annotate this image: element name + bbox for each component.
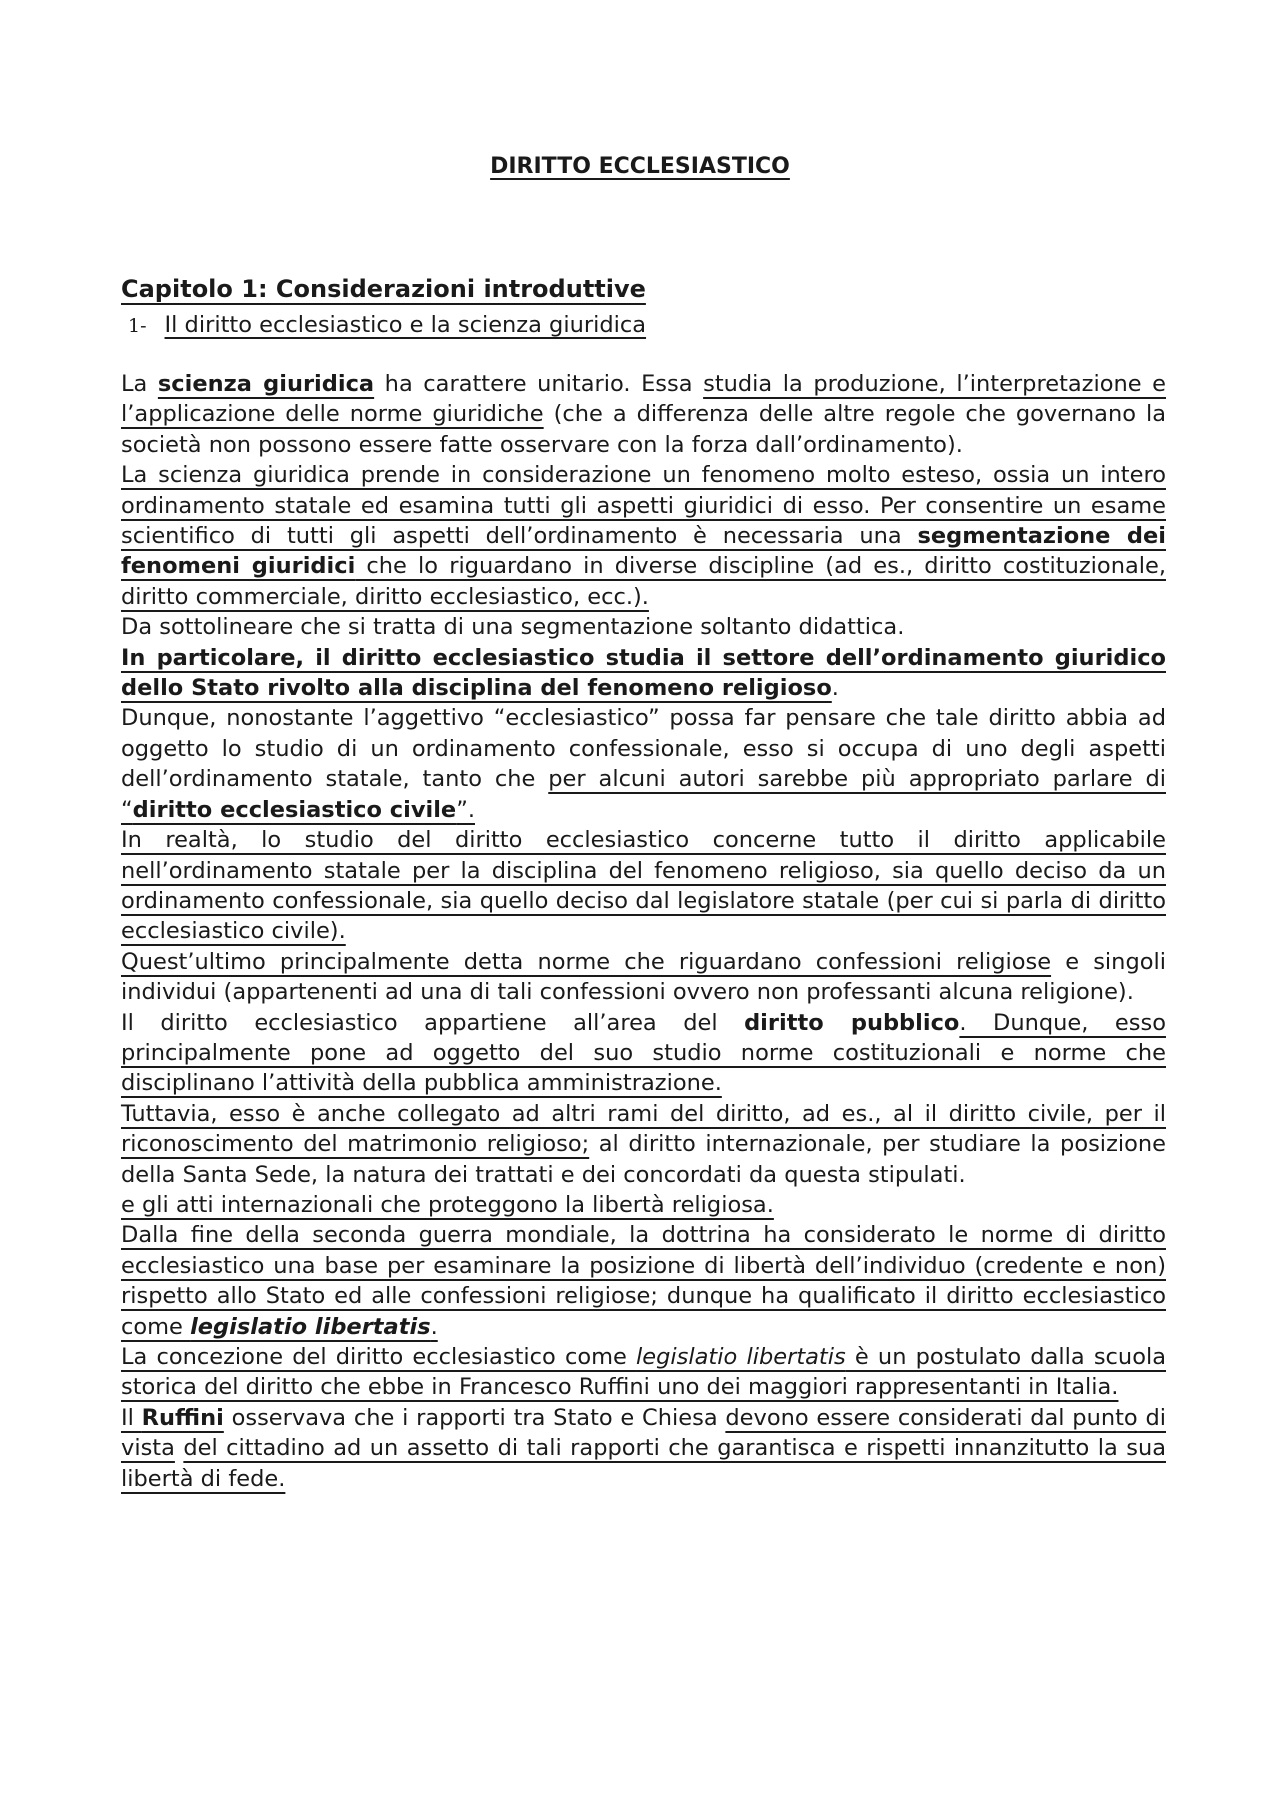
p2-text-2: che lo riguardano in diverse discipline (ad es., diritto costituzionale, diritto commerciale, diritto ecclesiastico, ecc.). — [121, 553, 1166, 610]
section-heading — [128, 308, 646, 343]
paragraph-7 — [121, 947, 1166, 1008]
p5-underlined-text-2: ”. — [456, 796, 475, 823]
p2-bold: segmentazione dei fenomeni giuridici — [121, 523, 1166, 580]
p9-text: al diritto internazionale, per studiare la posizione della Santa Sede, la natura dei trattati e dei concordati da questa stipulati. — [121, 1131, 1166, 1188]
p1-underlined: studia la produzione, l’interpretazione e l’applicazione delle norme giuridiche — [121, 371, 1167, 428]
p5-text: Dunque, nonostante l’aggettivo “ecclesiastico” possa far pensare che tale diritto abbia ad oggetto lo studio di un ordinamento confessionale, esso si occupa di uno degli aspetti dell’ordinamento statale, tanto che — [121, 705, 1166, 793]
p4-text: . — [831, 675, 839, 702]
paragraph-12 — [121, 1342, 1166, 1403]
p5-underlined-text: per alcuni autori sarebbe più appropriato parlare di “ — [121, 766, 1166, 823]
paragraph-2 — [121, 460, 1166, 612]
p2-text: La scienza giuridica prende in considerazione un fenomeno molto esteso, ossia un intero ordinamento statale ed esamina tutti gli aspetti giuridici di esso. Per consentire un esame scientifico di tutti gli aspetti dell’ordinamento è necessaria una — [121, 462, 1166, 550]
p1-text-3: (che a differenza delle altre regole che governano la società non possono essere fatte osservare con la forza dall’ordinamento). — [121, 401, 1166, 458]
p8-bold: diritto pubblico — [744, 1009, 960, 1036]
p12-text: La concezione del diritto ecclesiastico come — [121, 1344, 637, 1370]
p11-text-2: . — [430, 1313, 438, 1340]
paragraph-11 — [121, 1220, 1166, 1342]
paragraph-8 — [121, 1008, 1166, 1099]
p12-text-2: è un postulato dalla scuola storica del diritto che ebbe in Francesco Ruffini uno dei maggiori rappresentanti in Italia. — [121, 1344, 1166, 1401]
p13-underlined-2: devono essere considerati dal punto di vista — [121, 1404, 1166, 1462]
paragraph-5 — [121, 703, 1166, 825]
paragraph-6: In realtà, lo studio del diritto ecclesiastico concerne tutto il diritto applicabile nell’ordinamento statale per la disciplina del fenomeno religioso, sia quello deciso da un ordinamento confessionale, sia quello deciso dal legislatore statale (per cui si parla di diritto ecclesiastico civile). — [121, 827, 1166, 945]
paragraph-1 — [121, 369, 1166, 460]
p5-bold: diritto ecclesiastico civile — [132, 796, 457, 823]
p11-bold-italic: legislatio libertatis — [190, 1313, 431, 1340]
document-title-text: DIRITTO ECCLESIASTICO — [490, 154, 790, 179]
paragraph-4 — [121, 643, 1166, 704]
paragraph-3: Da sottolineare che si tratta di una segmentazione soltanto didattica. — [121, 614, 905, 641]
p1-bold: scienza giuridica — [157, 371, 375, 397]
p8-underlined: . Dunque, esso principalmente pone ad oggetto del suo studio norme costituzionali e norme che disciplinano l’attività della pubblica amministrazione. — [121, 1009, 1166, 1097]
p13-underlined: Il — [121, 1404, 142, 1431]
p11-text: Dalla fine della seconda guerra mondiale, la dottrina ha considerato le norme di diritto ecclesiastico una base per esaminare la posizione di libertà dell’individuo (credente e non) rispetto allo Stato ed alle confessioni religiose; dunque ha qualificato il diritto ecclesiastico come — [121, 1222, 1166, 1340]
document-title — [0, 150, 1280, 184]
chapter-heading: Capitolo 1: Considerazioni introduttive — [121, 275, 646, 303]
p1-text-2: ha carattere unitario. Essa — [374, 371, 704, 397]
p8-text: Il diritto ecclesiastico appartiene all’area del — [121, 1009, 745, 1036]
section-title: Il diritto ecclesiastico e la scienza giuridica — [164, 312, 647, 338]
p13-bold: Ruffini — [141, 1404, 224, 1431]
section-number: 1- — [128, 315, 147, 337]
paragraph-13 — [121, 1403, 1166, 1494]
body-text — [121, 369, 1166, 1494]
paragraph-10: e gli atti internazionali che proteggono la libertà religiosa. — [121, 1191, 774, 1218]
p1-text: La — [121, 371, 158, 397]
p7-underlined: Quest’ultimo principalmente detta norme che riguardano confessioni religiose — [121, 948, 1052, 975]
p12-italic: legislatio libertatis — [636, 1344, 846, 1370]
p13-text: osservava che i rapporti tra Stato e Chiesa — [223, 1404, 726, 1431]
p4-bold-underlined: In particolare, il diritto ecclesiastico studia il settore dell’ordinamento giuridico dello Stato rivolto alla disciplina del fenomeno religioso — [121, 644, 1166, 702]
p9-underlined: Tuttavia, esso è anche collegato ad altri rami del diritto, ad es., al il diritto civile, per il riconoscimento del matrimonio religioso; — [121, 1100, 1166, 1158]
p13-underlined-3: del cittadino ad un assetto di tali rapporti che garantisca e rispetti innanzitutto la sua libertà di fede. — [121, 1435, 1166, 1492]
paragraph-9 — [121, 1099, 1166, 1190]
p7-text: e singoli individui (appartenenti ad una di tali confessioni ovvero non professanti alcuna religione). — [121, 948, 1166, 1006]
